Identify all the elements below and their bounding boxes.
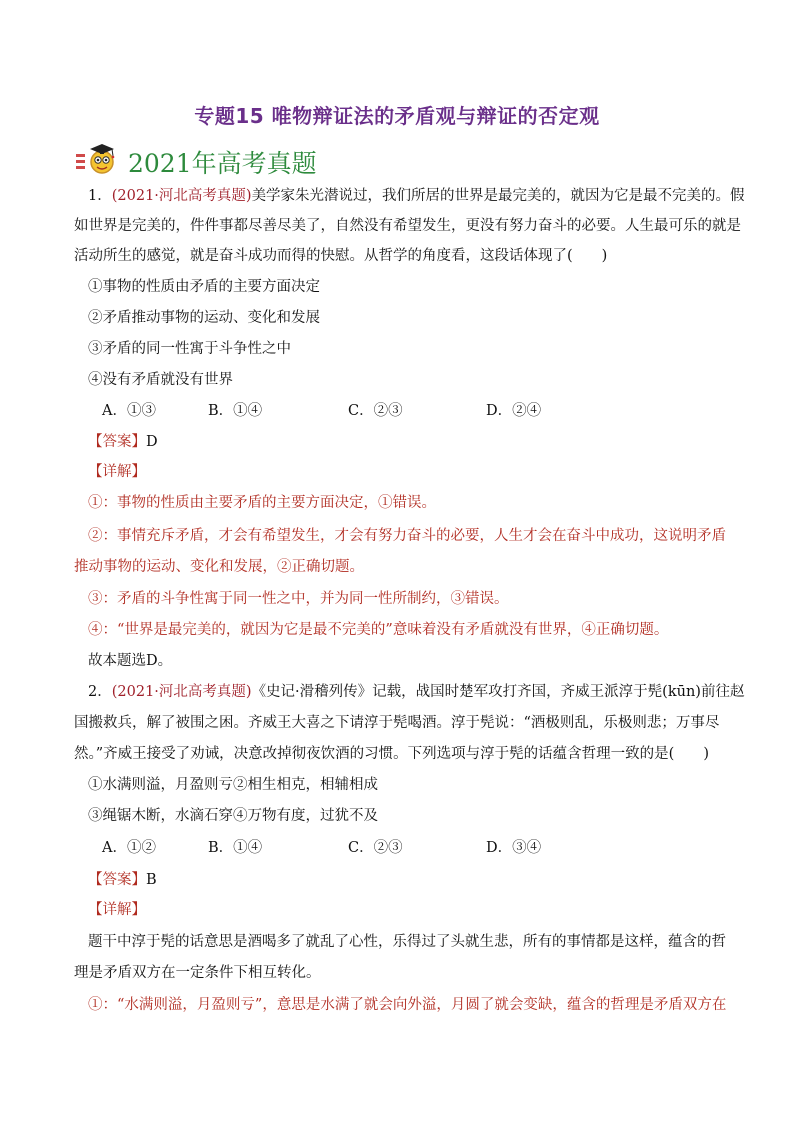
option-c: C．②③: [348, 403, 403, 419]
question-1-first-line: [74, 186, 745, 206]
question-stem-line: 国搬救兵，解了被围之困。齐威王大喜之下请淳于髡喝酒。淳于髡说：“酒极则乱，乐极则悲；万事尽: [74, 715, 720, 731]
analysis-line: 推动事物的运动、变化和发展，②正确切题。: [74, 559, 364, 575]
answer-value: D: [146, 434, 158, 450]
question-number: 2．: [88, 684, 112, 700]
option-b: B．①④: [208, 403, 263, 419]
analysis-line: ③：矛盾的斗争性寓于同一性之中，并为同一性所制约，③错误。: [88, 591, 509, 607]
explanation-line: 题干中淳于髡的话意思是酒喝多了就乱了心性，乐得过了头就生悲，所有的事情都是这样，蕴含的哲: [88, 934, 726, 950]
question-stem-line: 《史记·滑稽列传》记载，战国时楚军攻打齐国，齐威王派淳于髡(kūn)前往赵: [251, 684, 745, 700]
question-2-first-line: [74, 682, 745, 702]
statement-item: ③绳锯木断，水滴石穿④万物有度，过犹不及: [88, 808, 378, 824]
option-d: D．②④: [486, 403, 542, 419]
option-a: A．①③: [102, 403, 156, 419]
statement-item: ①事物的性质由矛盾的主要方面决定: [88, 279, 320, 295]
statement-item: ①水满则溢，月盈则亏②相生相克，相辅相成: [88, 777, 378, 793]
option-b: B．①④: [208, 840, 263, 856]
analysis-line: ①：“水满则溢，月盈则亏”，意思是水满了就会向外溢，月圆了就会变缺，蕴含的哲理是矛盾双方在: [88, 997, 727, 1013]
detail-label: 【详解】: [88, 902, 146, 918]
question-source: (2021·河北高考真题): [111, 684, 252, 700]
option-c: C．②③: [348, 840, 403, 856]
scholar-mascot-icon: [74, 140, 122, 180]
answer-value: B: [146, 872, 157, 888]
page-title: 专题15 唯物辩证法的矛盾观与辩证的否定观: [194, 104, 600, 128]
answer-label: 【答案】: [88, 434, 146, 450]
analysis-line: ②：事情充斥矛盾，才会有希望发生，才会有努力奋斗的必要，人生才会在奋斗中成功，这说明矛盾: [88, 528, 726, 544]
question-stem-line: 然。”齐威王接受了劝诫，决意改掉彻夜饮酒的习惯。下列选项与淳于髡的话蕴含哲理一致的是( ): [74, 746, 709, 762]
question-stem-line: 如世界是完美的，件件事都尽善尽美了，自然没有希望发生，更没有努力奋斗的必要。人生最可乐的就是: [74, 218, 741, 234]
statement-item: ③矛盾的同一性寓于斗争性之中: [88, 341, 291, 357]
detail-label: 【详解】: [88, 464, 146, 480]
analysis-line: ①：事物的性质由主要矛盾的主要方面决定，①错误。: [88, 495, 436, 511]
question-source: (2021·河北高考真题): [111, 188, 252, 204]
option-a: A．①②: [102, 840, 156, 856]
answer-line: [88, 432, 158, 452]
section-title: 2021年高考真题: [128, 149, 317, 178]
question-stem-line: 美学家朱光潜说过，我们所居的世界是最完美的，就因为它是最不完美的。假: [251, 188, 745, 204]
option-d: D．③④: [486, 840, 542, 856]
question-stem-line: 活动所生的感觉，就是奋斗成功而得的快慰。从哲学的角度看，这段话体现了( ): [74, 248, 608, 264]
answer-label: 【答案】: [88, 872, 146, 888]
question-number: 1．: [88, 188, 112, 204]
conclusion-line: 故本题选D。: [88, 653, 173, 669]
answer-line: [88, 870, 157, 890]
statement-item: ④没有矛盾就没有世界: [88, 372, 233, 388]
analysis-line: ④：“世界是最完美的，就因为它是最不完美的”意味着没有矛盾就没有世界，④正确切题。: [88, 622, 669, 638]
explanation-line: 理是矛盾双方在一定条件下相互转化。: [74, 965, 321, 981]
statement-item: ②矛盾推动事物的运动、变化和发展: [88, 310, 320, 326]
